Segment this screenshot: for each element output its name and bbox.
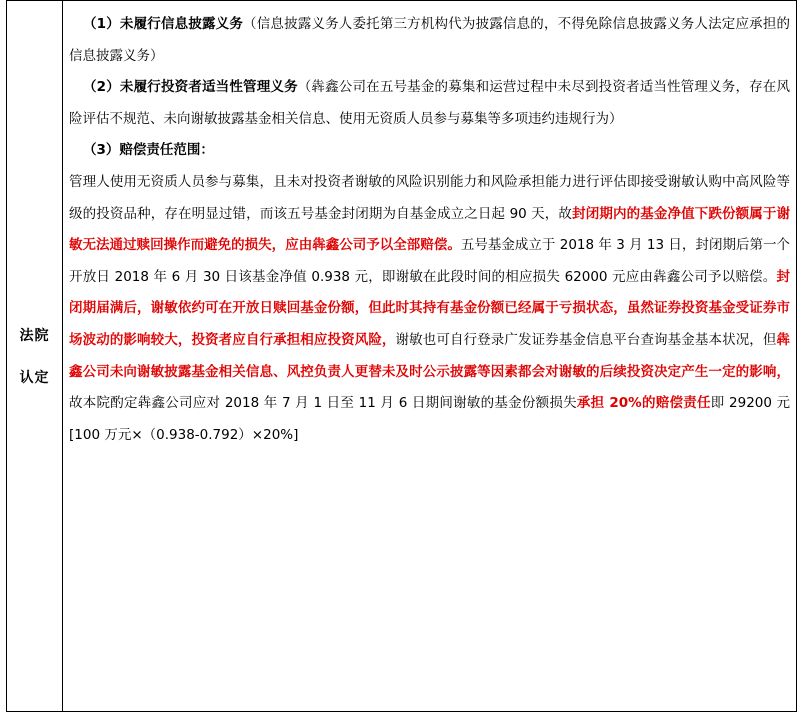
section-3-text-5: 即 29200 元[100 万元×（0.938-0.792）×20%] (69, 395, 791, 443)
section-2-text: （犇鑫公司在五号基金的募集和运营过程中未尽到投资者适当性管理义务，存在风险评估不规范、未向谢敏披露基金相关信息、使用无资质人员参与募集等多项违约违规行为） (69, 79, 790, 127)
section-3-highlight-4: 承担 20%的赔偿责任 (576, 395, 711, 412)
row-label-line2: 认定 (19, 370, 50, 386)
section-3-highlight-2: 封闭期届满后，谢敏依约可在开放日赎回基金份额，但此时其持有基金份额已经属于亏损状态，虽然证券投资基金受证券市场波动的影响较大，投资者应自行承担相应投资风险， (69, 268, 790, 348)
row-label-line1: 法院 (19, 328, 50, 344)
content-cell (63, 1, 796, 711)
section-2-heading: （2）未履行投资者适当性管理义务 (83, 79, 298, 96)
section-3-text-4: 故本院酌定犇鑫公司应对 2018 年 7 月 1 日至 11 月 6 日期间谢敏的基金份额损失 (69, 395, 577, 412)
section-3-text-3: 谢敏也可自行登录广发证券基金信息平台查询基金基本状况，但 (395, 331, 777, 348)
section-3-heading-line (69, 135, 790, 167)
section-3-highlight-1: 封闭期内的基金净值下跌份额属于谢敏无法通过赎回操作而避免的损失，应由犇鑫公司予以全部赔偿。 (69, 205, 791, 254)
row-label-cell (7, 1, 63, 711)
section-3-text-1: 管理人使用无资质人员参与募集，且未对投资者谢敏的风险识别能力和风险承担能力进行评估即接受谢敏认购中高风险等级的投资品种，存在明显过错，而该五号基金封闭期为自基金成立之日起 90 天，故 (69, 173, 790, 222)
section-3-text-2: 五号基金成立于 2018 年 3 月 13 日，封闭期后第一个开放日 2018 年 6 月 30 日该基金净值 0.938 元，即谢敏在此段时间的相应损失 62000 元应由犇鑫公司予以赔偿。 (69, 237, 791, 285)
section-1-heading: （1）未履行信息披露义务 (83, 16, 244, 32)
section-3-heading: （3）赔偿责任范围： (83, 142, 214, 159)
section-2 (69, 72, 790, 135)
section-1 (69, 9, 790, 72)
section-3-body (69, 167, 790, 451)
section-3-highlight-3: 犇鑫公司未向谢敏披露基金相关信息、风控负责人更替未及时公示披露等因素都会对谢敏的后续投资决定产生一定的影响， (69, 331, 791, 380)
section-1-text: （信息披露义务人委托第三方机构代为披露信息的，不得免除信息披露义务人法定应承担的信息披露义务） (69, 16, 790, 64)
judgment-table (6, 0, 797, 712)
